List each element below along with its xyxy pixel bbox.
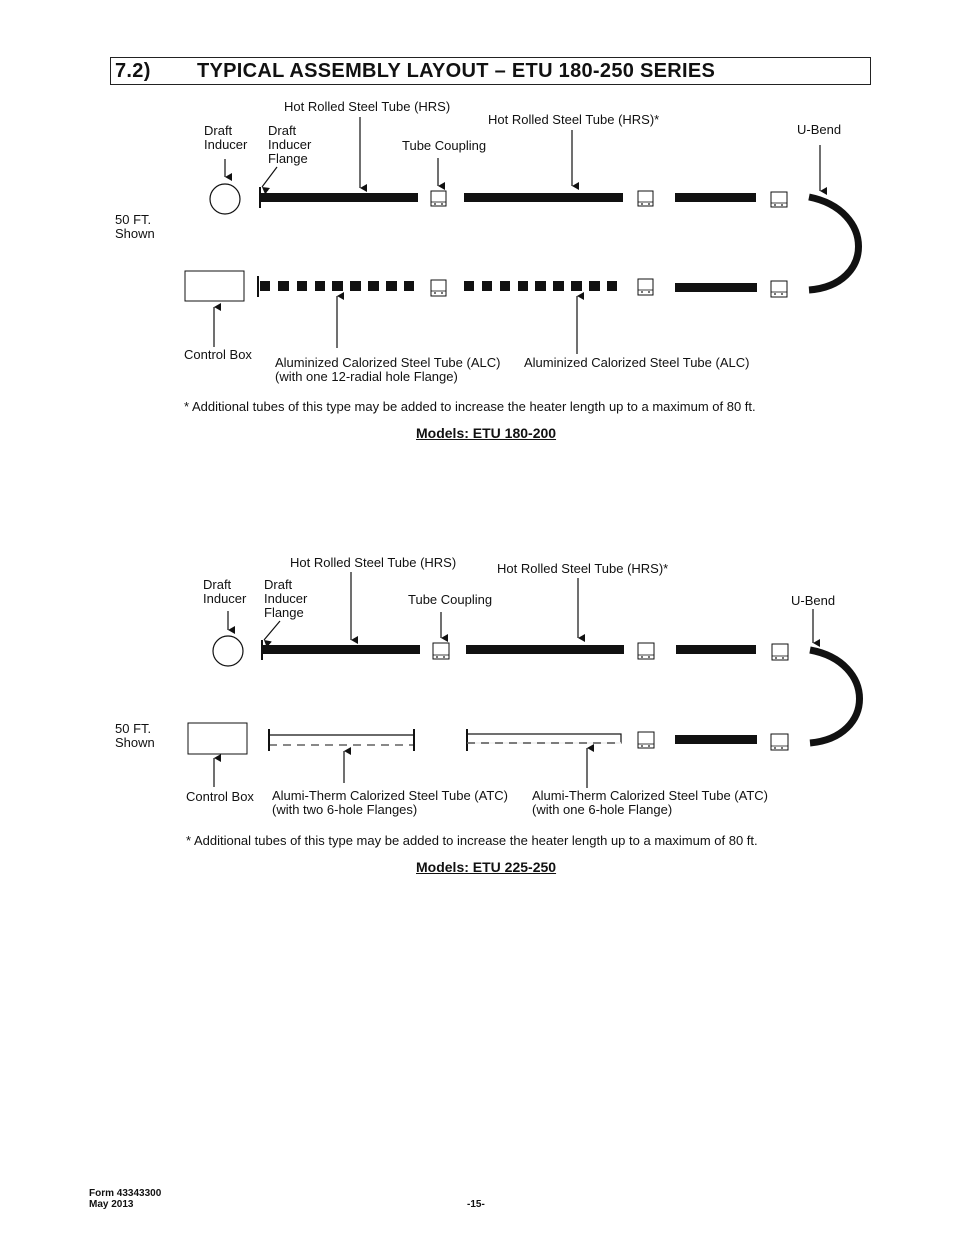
label-line: Inducer (268, 137, 312, 152)
models-label: Models: ETU 225-250 (416, 859, 557, 875)
label-alc-right: Aluminized Calorized Steel Tube (ALC) (524, 355, 750, 370)
label-hrs-star: Hot Rolled Steel Tube (HRS)* (488, 112, 660, 127)
tube-coupling (771, 734, 788, 750)
tube-coupling (772, 644, 788, 660)
hrs-tube-4 (675, 735, 757, 744)
page-number: -15- (467, 1199, 485, 1210)
hrs-tube-1 (260, 193, 418, 202)
label-hrs: Hot Rolled Steel Tube (HRS) (290, 555, 457, 570)
tube-coupling (771, 281, 787, 297)
label-line: Inducer (203, 591, 247, 606)
arrow-inducer-flange (264, 621, 280, 640)
label-tube-coupling: Tube Coupling (402, 138, 487, 153)
u-bend-shape (810, 650, 860, 743)
label-line: Draft (264, 577, 293, 592)
hrs-tube-3 (675, 193, 756, 202)
label-control-box: Control Box (184, 347, 252, 362)
draft-inducer-circle (213, 636, 243, 666)
label-line: Aluminized Calorized Steel Tube (ALC) (275, 355, 501, 370)
control-box-rect (185, 271, 244, 301)
tube-coupling (431, 191, 446, 206)
tube-coupling (638, 279, 653, 295)
tube-coupling (771, 192, 787, 207)
label-u-bend: U-Bend (791, 593, 836, 608)
label-control-box: Control Box (186, 789, 254, 804)
footnote: * Additional tubes of this type may be added to increase the heater length up to a maximum of 80 ft. (184, 399, 756, 414)
tube-coupling (431, 280, 446, 296)
arrow-inducer-flange (262, 167, 277, 187)
form-number: Form 43343300 (89, 1188, 162, 1199)
label-line: (with two 6-hole Flanges) (272, 802, 418, 817)
label-line: Inducer (204, 137, 248, 152)
label-tube-coupling: Tube Coupling (408, 592, 493, 607)
atc-tube-1 (269, 729, 414, 751)
label-line: Shown (115, 226, 155, 241)
models-label: Models: ETU 180-200 (416, 425, 557, 441)
label-line: 50 FT. (115, 721, 152, 736)
label-line: Flange (264, 605, 304, 620)
label-line: Flange (268, 151, 308, 166)
label-line: Alumi-Therm Calorized Steel Tube (ATC) (532, 788, 768, 803)
label-draft-inducer-flange (264, 578, 307, 620)
label-line: Alumi-Therm Calorized Steel Tube (ATC) (272, 788, 508, 803)
label-atc-right (532, 789, 768, 817)
label-hrs-star: Hot Rolled Steel Tube (HRS)* (497, 561, 669, 576)
hrs-tube-3 (676, 645, 756, 654)
hrs-tube-2 (464, 193, 623, 202)
alc-tube-3 (675, 283, 757, 292)
label-line: Draft (203, 577, 232, 592)
label-line: (with one 12-radial hole Flange) (275, 369, 458, 384)
hrs-tube-1 (262, 645, 420, 654)
control-box-rect (188, 723, 247, 754)
tube-coupling (433, 643, 449, 659)
section-title: TYPICAL ASSEMBLY LAYOUT – ETU 180-250 SERIES (197, 60, 716, 82)
section-number: 7.2) (115, 60, 151, 82)
label-line: Inducer (264, 591, 308, 606)
footer-form-info (89, 1188, 161, 1210)
label-line: Shown (115, 735, 155, 750)
label-line: 50 FT. (115, 212, 152, 227)
label-atc-left (272, 789, 508, 817)
label-draft-inducer-flange (268, 124, 311, 166)
label-line: Draft (204, 123, 233, 138)
atc-tube-2 (467, 729, 621, 751)
label-length-shown (115, 213, 155, 241)
label-line: Draft (268, 123, 297, 138)
tube-coupling (638, 643, 654, 659)
label-draft-inducer (204, 124, 247, 152)
label-u-bend: U-Bend (797, 122, 842, 137)
form-date: May 2013 (89, 1199, 134, 1210)
label-draft-inducer (203, 578, 246, 606)
label-length-shown (115, 722, 155, 750)
label-line: (with one 6-hole Flange) (532, 802, 673, 817)
tube-coupling (638, 732, 654, 748)
label-hrs: Hot Rolled Steel Tube (HRS) (284, 99, 451, 114)
draft-inducer-circle (210, 184, 240, 214)
u-bend-shape (809, 197, 859, 290)
footnote: * Additional tubes of this type may be added to increase the heater length up to a maximum of 80 ft. (186, 833, 758, 848)
alc-tube-2 (464, 281, 617, 291)
hrs-tube-2 (466, 645, 624, 654)
alc-tube-1 (260, 281, 414, 291)
label-alc-left (275, 356, 500, 384)
tube-coupling (638, 191, 653, 206)
